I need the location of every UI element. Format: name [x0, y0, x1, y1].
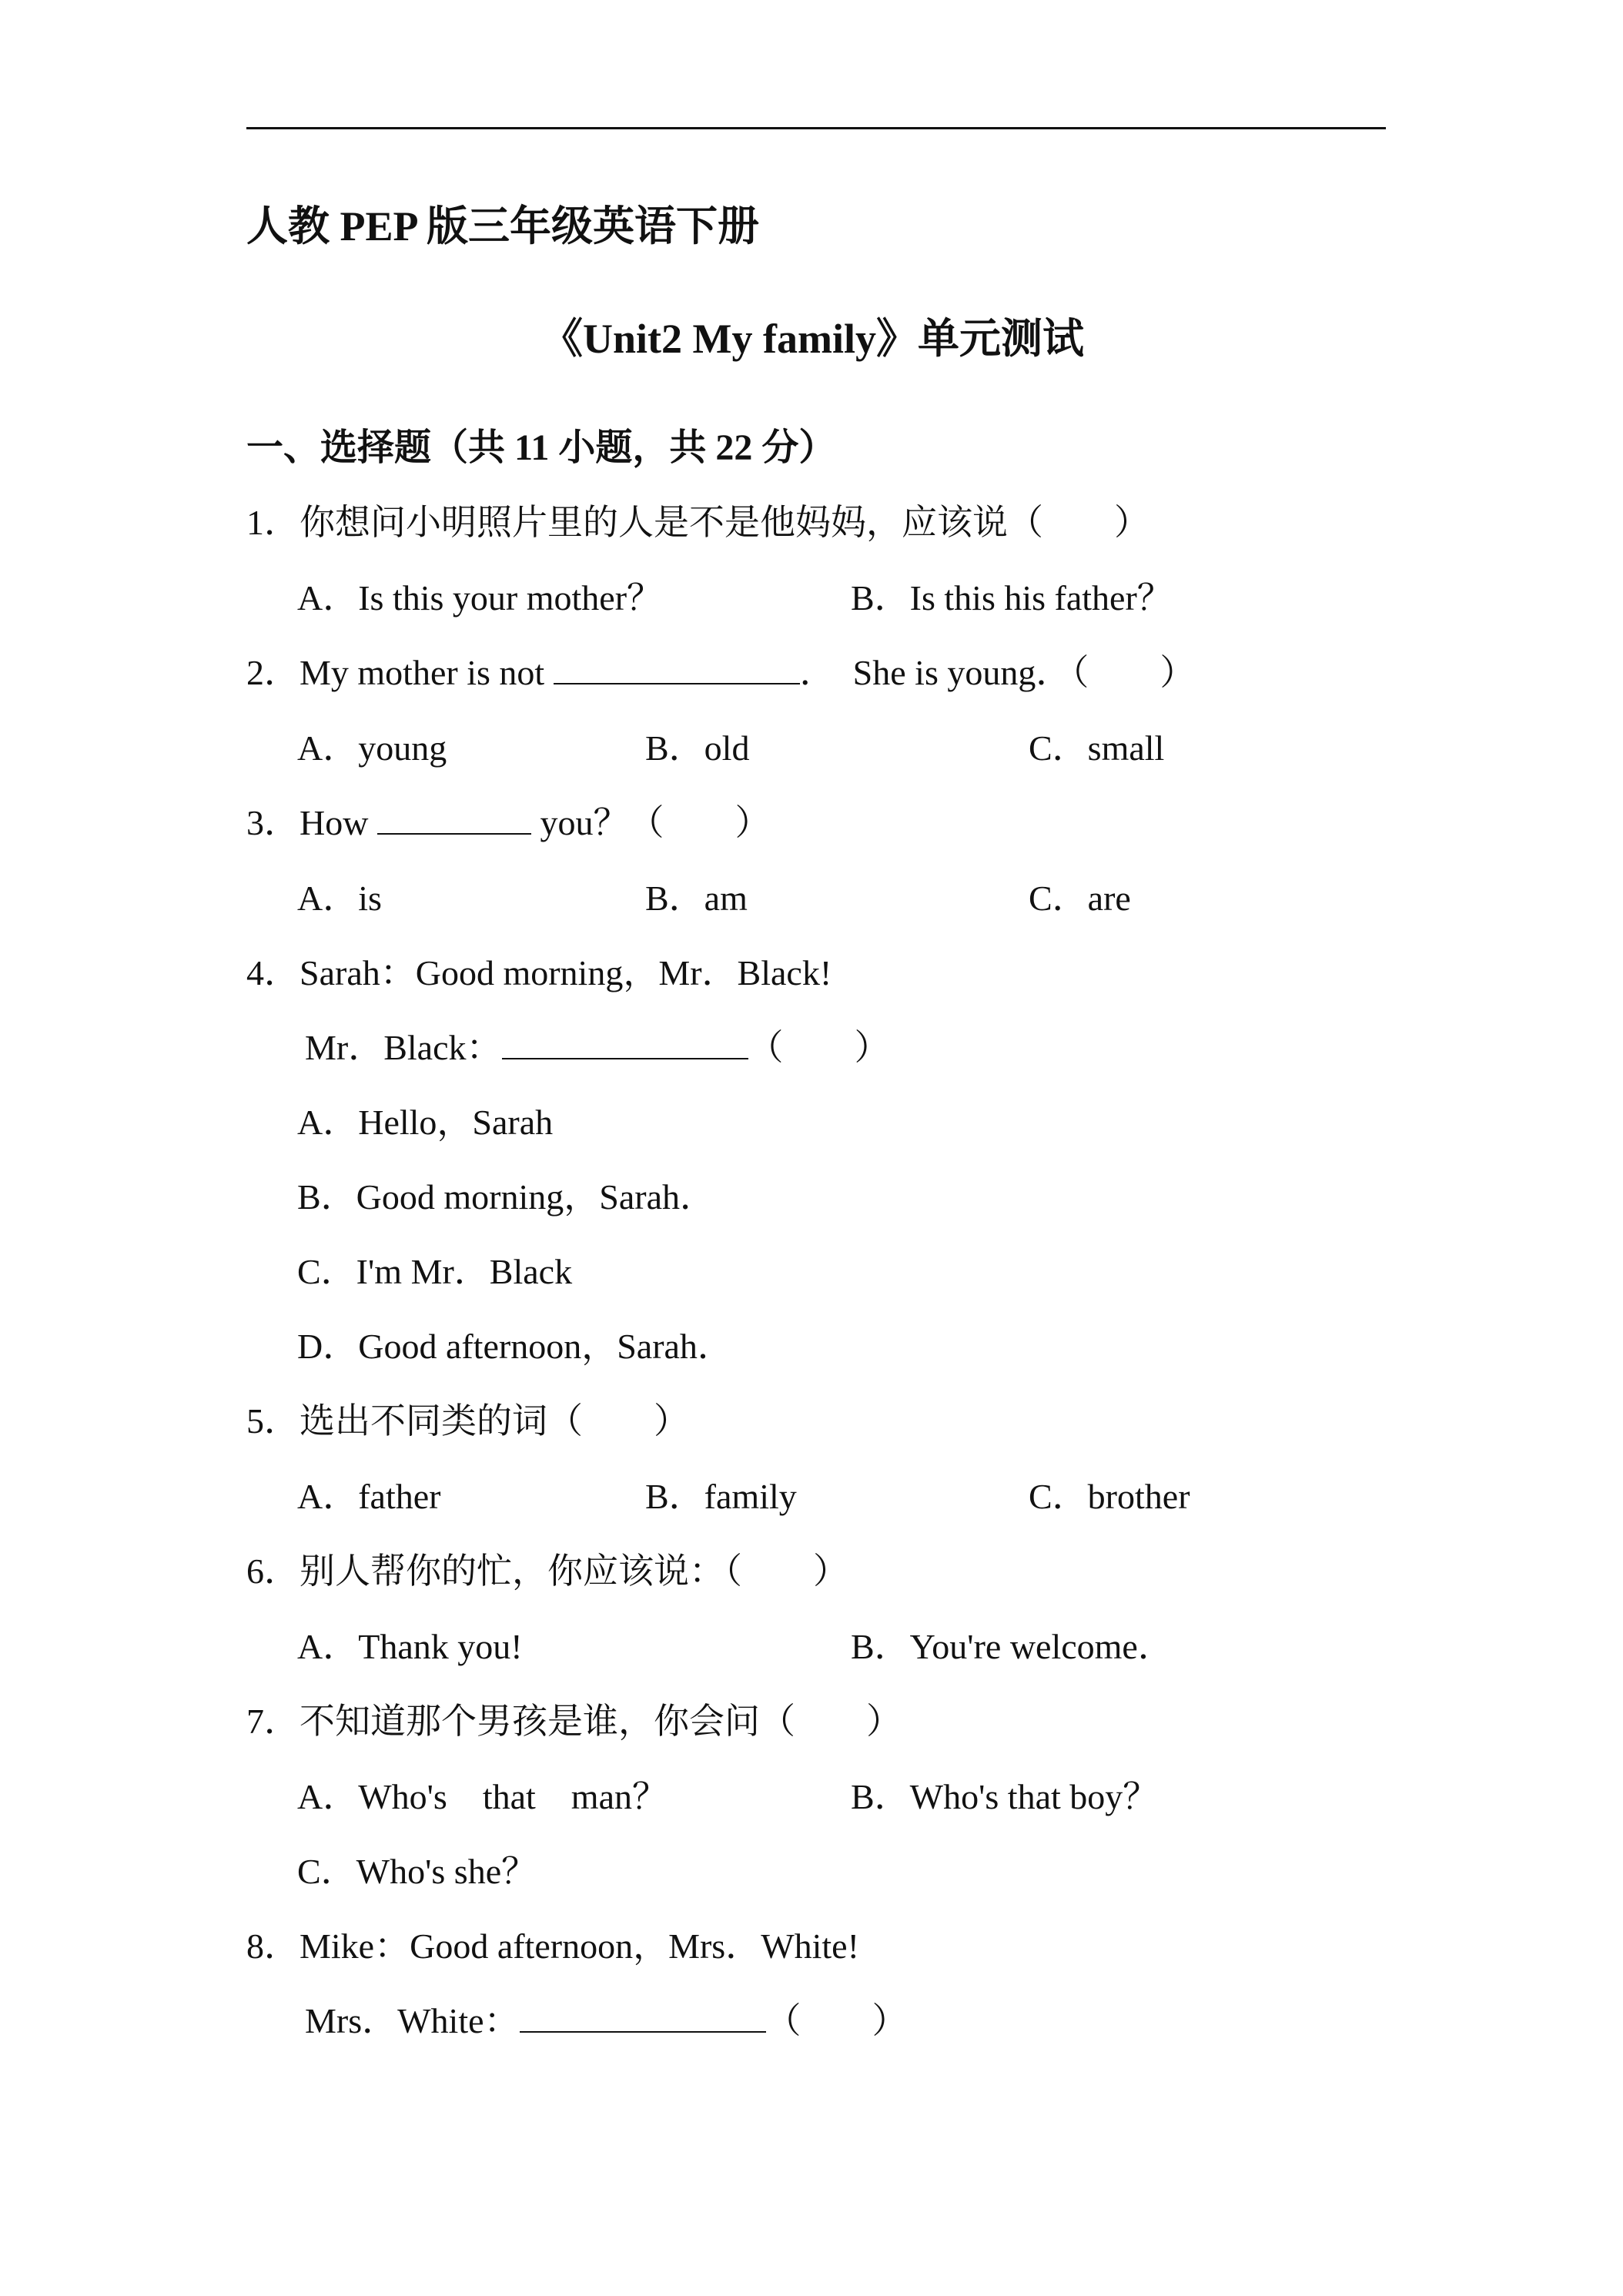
question-6-stem: 6．别人帮你的忙，你应该说：（ ） [246, 1551, 848, 1591]
question-8-answer-line [305, 2000, 908, 2043]
question-3-stem-pre: 3．How [246, 803, 377, 842]
header-rule [246, 127, 1386, 129]
question-4-blank[interactable] [502, 1027, 748, 1059]
question-8-speaker: Mrs．White： [305, 2001, 520, 2040]
question-2-option-c: C．small [1029, 728, 1165, 768]
question-4-option-d: D．Good afternoon，Sarah． [297, 1327, 733, 1366]
question-5-option-c: C．brother [1029, 1477, 1190, 1516]
question-7-option-b: B．Who's that boy？ [851, 1777, 1159, 1816]
question-2-stem-pre: 2．My mother is not [246, 653, 554, 692]
question-5-stem: 5．选出不同类的词（ ） [246, 1401, 689, 1441]
question-7-option-a: A．Who's that man？ [297, 1777, 668, 1816]
question-7-stem: 7．不知道那个男孩是谁，你会问（ ） [246, 1702, 902, 1741]
doc-subtitle: 人教 PEP 版三年级英语下册 [246, 203, 760, 249]
question-4-answer-line [305, 1026, 890, 1069]
question-7-option-c: C．Who's she？ [297, 1852, 537, 1891]
question-2-stem [246, 651, 1195, 694]
question-4-option-b: B．Good morning，Sarah． [297, 1177, 716, 1217]
question-6-option-b: B．You're welcome． [851, 1627, 1173, 1666]
question-2-option-b: B．old [645, 728, 750, 768]
question-3-option-c: C．are [1029, 879, 1131, 918]
question-4-stem: 4．Sarah：Good morning，Mr．Black! [246, 953, 832, 992]
question-2-blank[interactable] [554, 652, 800, 684]
question-6-option-a: A．Thank you! [297, 1627, 523, 1666]
question-8-paren: （ ） [765, 2001, 908, 2040]
question-5-option-b: B．family [645, 1477, 797, 1516]
question-2-option-a: A．young [297, 728, 447, 768]
question-1-option-a: A．Is this your mother？ [297, 578, 663, 618]
question-8-stem: 8．Mike：Good afternoon，Mrs．White! [246, 1926, 859, 1966]
question-3-option-a: A．is [297, 879, 382, 918]
question-5-option-a: A．father [297, 1477, 441, 1516]
question-1-stem: 1．你想问小明照片里的人是不是他妈妈，应该说（ ） [246, 503, 1149, 542]
question-4-speaker: Mr．Black： [305, 1028, 502, 1067]
question-3-blank[interactable] [377, 802, 531, 835]
question-1-option-b: B．Is this his father？ [851, 578, 1173, 618]
question-4-option-c: C．I'm Mr．Black [297, 1252, 573, 1291]
question-3-option-b: B．am [645, 879, 748, 918]
question-4-paren: （ ） [748, 1028, 890, 1067]
question-3-stem [246, 802, 770, 845]
question-4-option-a: A．Hello，Sarah [297, 1103, 554, 1142]
question-3-stem-post: you？（ ） [530, 803, 771, 842]
question-8-blank[interactable] [520, 2000, 766, 2033]
section-heading: 一、选择题（共 11 小题，共 22 分） [246, 427, 836, 468]
doc-title: 《Unit2 My family》单元测试 [541, 316, 1084, 362]
question-2-stem-post: ． She is young．（ ） [799, 653, 1196, 692]
